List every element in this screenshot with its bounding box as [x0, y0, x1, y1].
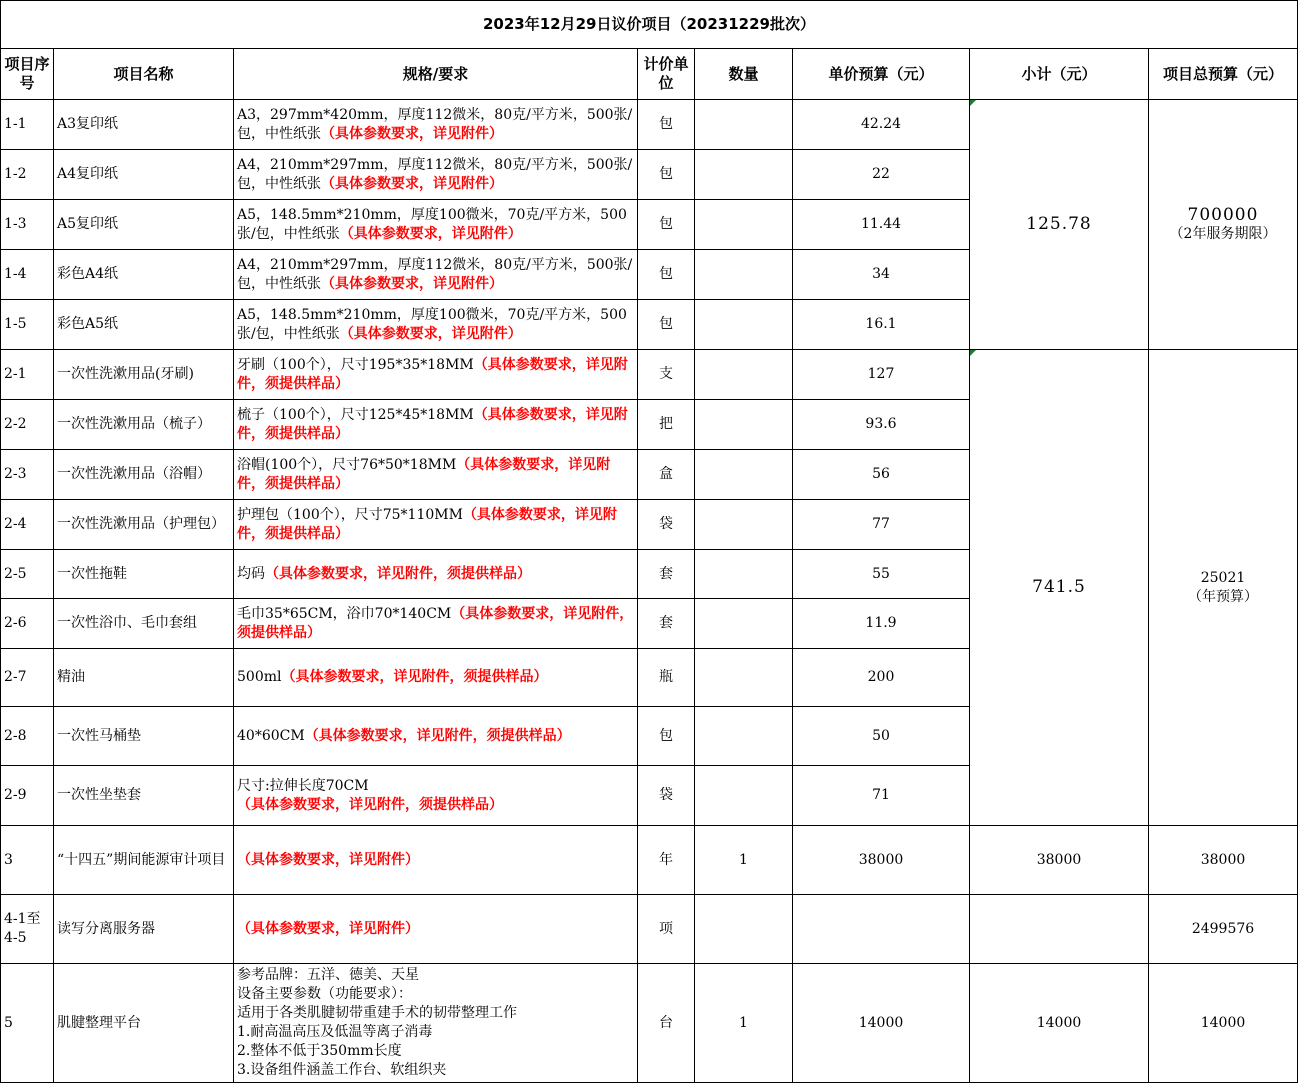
spec-line: 2.整体不低于350mm长度 [237, 1043, 402, 1059]
row-seq: 1-5 [1, 300, 54, 350]
row-seq: 5 [1, 964, 54, 1083]
header-spec: 规格/要求 [234, 49, 638, 100]
row-seq: 4-1至4-5 [1, 895, 54, 964]
row-unit: 把 [638, 400, 695, 450]
row-price: 42.24 [793, 100, 970, 150]
row-unit: 袋 [638, 500, 695, 550]
row-spec [234, 150, 638, 200]
row-name: 一次性浴巾、毛巾套组 [54, 599, 234, 649]
row-price: 22 [793, 150, 970, 200]
group1-total-value: 700000 [1187, 204, 1259, 225]
table-row [1, 826, 1298, 895]
row-price: 11.44 [793, 200, 970, 250]
row-qty [695, 500, 793, 550]
spec-line: 适用于各类肌腱韧带重建手术的韧带整理工作 [237, 1005, 517, 1021]
group1-total [1149, 100, 1298, 350]
header-total: 项目总预算（元） [1149, 49, 1298, 100]
spec-requirement: （具体参数要求，详见附件，须提供样品） [281, 669, 548, 685]
row-seq: 1-1 [1, 100, 54, 150]
row-seq: 2-1 [1, 350, 54, 400]
row-unit: 支 [638, 350, 695, 400]
row-spec [234, 550, 638, 599]
row-unit: 袋 [638, 766, 695, 826]
row-seq: 2-4 [1, 500, 54, 550]
row-name: “十四五”期间能源审计项目 [54, 826, 234, 895]
spec-text: A4，210mm*297mm，厚度112微米，80克/平方米，500张/包，中性纸张 [237, 256, 633, 292]
row-name: 肌腱整理平台 [54, 964, 234, 1083]
spec-text: 尺寸:拉伸长度70CM [237, 777, 369, 794]
row-qty [695, 450, 793, 500]
row-qty [695, 300, 793, 350]
row-name: A3复印纸 [54, 100, 234, 150]
row-seq: 3 [1, 826, 54, 895]
row-spec [234, 250, 638, 300]
row-qty [695, 599, 793, 649]
spec-requirement: （具体参数要求，详见附件） [321, 175, 503, 192]
row-spec [234, 599, 638, 649]
spec-requirement: （具体参数要求，详见附件） [237, 851, 419, 868]
row-total: 2499576 [1149, 895, 1298, 964]
group2-total-note: （年预算） [1188, 588, 1258, 605]
row-total: 38000 [1149, 826, 1298, 895]
row-name: 彩色A4纸 [54, 250, 234, 300]
row-name: 一次性马桶垫 [54, 707, 234, 766]
row-name: A5复印纸 [54, 200, 234, 250]
spec-text: 浴帽(100个），尺寸76*50*18MM [237, 456, 457, 473]
row-price: 200 [793, 649, 970, 707]
group2-total [1149, 350, 1298, 826]
row-unit: 包 [638, 150, 695, 200]
row-price: 71 [793, 766, 970, 826]
spec-text: 梳子（100个），尺寸125*45*18MM [237, 406, 474, 423]
spec-text: 均码 [237, 565, 265, 582]
table-body [1, 100, 1298, 1083]
row-unit: 套 [638, 550, 695, 599]
group1-subtotal: 125.78 [970, 100, 1149, 350]
spec-requirement: （具体参数要求，详见附件，须提供样品） [265, 565, 531, 582]
row-qty [695, 649, 793, 707]
row-price: 34 [793, 250, 970, 300]
row-subtotal: 14000 [970, 964, 1149, 1083]
row-spec [234, 450, 638, 500]
row-price: 16.1 [793, 300, 970, 350]
row-price: 77 [793, 500, 970, 550]
row-seq: 2-6 [1, 599, 54, 649]
row-spec [234, 350, 638, 400]
spec-text: A4，210mm*297mm，厚度112微米，80克/平方米，500张/包，中性纸张 [237, 156, 633, 192]
row-spec [234, 400, 638, 450]
row-qty [695, 895, 793, 964]
spec-requirement: （具体参数要求，详见附件，须提供样品） [237, 506, 617, 542]
sheet-title: 2023年12月29日议价项目（20231229批次） [1, 1, 1298, 49]
row-price: 50 [793, 707, 970, 766]
row-spec [234, 964, 638, 1083]
row-name: 一次性洗漱用品（护理包） [54, 500, 234, 550]
row-name: 一次性拖鞋 [54, 550, 234, 599]
group2-subtotal: 741.5 [970, 350, 1149, 826]
row-subtotal: 38000 [970, 826, 1149, 895]
row-seq: 2-5 [1, 550, 54, 599]
table-row [1, 964, 1298, 1083]
spec-requirement: （具体参数要求，详见附件，须提供样品） [237, 456, 611, 492]
row-spec [234, 500, 638, 550]
spec-requirement: （具体参数要求，详见附件） [237, 920, 419, 937]
row-seq: 1-4 [1, 250, 54, 300]
row-spec [234, 826, 638, 895]
spec-requirement: （具体参数要求，详见附件，须提供样品） [237, 356, 628, 392]
row-price: 38000 [793, 826, 970, 895]
row-qty [695, 100, 793, 150]
row-unit: 包 [638, 200, 695, 250]
row-seq: 2-3 [1, 450, 54, 500]
row-seq: 2-8 [1, 707, 54, 766]
table-row [1, 100, 1298, 150]
row-seq: 2-9 [1, 766, 54, 826]
row-price: 55 [793, 550, 970, 599]
spec-requirement: （具体参数要求，详见附件） [321, 125, 503, 142]
row-seq: 2-2 [1, 400, 54, 450]
row-spec [234, 200, 638, 250]
row-price: 56 [793, 450, 970, 500]
header-qty: 数量 [695, 49, 793, 100]
row-spec [234, 300, 638, 350]
header-price: 单价预算（元） [793, 49, 970, 100]
row-name: 读写分离服务器 [54, 895, 234, 964]
row-unit: 套 [638, 599, 695, 649]
spec-requirement: （具体参数要求，详见附件，须提供样品） [304, 727, 571, 744]
spec-line: 3.设备组件涵盖工作台、软组织夹 [237, 1062, 447, 1078]
row-qty [695, 250, 793, 300]
spec-requirement: （具体参数要求，详见附件，须提供样品） [237, 796, 503, 813]
spec-requirement: （具体参数要求，详见附件） [321, 275, 503, 292]
spec-requirement: （具体参数要求，详见附件，须提供样品） [237, 406, 628, 442]
row-qty [695, 766, 793, 826]
row-price: 127 [793, 350, 970, 400]
row-spec [234, 895, 638, 964]
row-name: 一次性洗漱用品（梳子） [54, 400, 234, 450]
group2-total-value: 25021 [1200, 569, 1246, 586]
row-qty [695, 200, 793, 250]
row-spec [234, 766, 638, 826]
row-qty [695, 150, 793, 200]
row-unit: 瓶 [638, 649, 695, 707]
header-subtotal: 小计（元） [970, 49, 1149, 100]
header-seq: 项目序号 [1, 49, 54, 100]
row-total: 14000 [1149, 964, 1298, 1083]
row-spec [234, 100, 638, 150]
row-name: 彩色A5纸 [54, 300, 234, 350]
table-row [1, 895, 1298, 964]
row-unit: 包 [638, 250, 695, 300]
spec-line: 1.耐高温高压及低温等离子消毒 [237, 1024, 433, 1040]
row-unit: 包 [638, 100, 695, 150]
row-qty [695, 400, 793, 450]
row-unit: 盒 [638, 450, 695, 500]
row-qty [695, 707, 793, 766]
spec-requirement: （具体参数要求，详见附件） [339, 325, 522, 342]
row-price [793, 895, 970, 964]
row-qty [695, 550, 793, 599]
row-name: 一次性洗漱用品(牙刷) [54, 350, 234, 400]
header-name: 项目名称 [54, 49, 234, 100]
row-unit: 包 [638, 300, 695, 350]
spec-text: 护理包（100个），尺寸75*110MM [237, 506, 463, 523]
row-price: 93.6 [793, 400, 970, 450]
row-qty [695, 350, 793, 400]
row-spec [234, 707, 638, 766]
row-qty: 1 [695, 826, 793, 895]
spec-requirement: （具体参数要求，详见附件） [339, 225, 522, 242]
spec-text: A5，148.5mm*210mm，厚度100微米，70克/平方米，500张/包，中性纸张 [237, 206, 627, 242]
row-seq: 1-3 [1, 200, 54, 250]
row-price: 14000 [793, 964, 970, 1083]
group1-total-note: （2年服务期限） [1169, 225, 1277, 242]
header-unit: 计价单位 [638, 49, 695, 100]
row-seq: 2-7 [1, 649, 54, 707]
spec-line: 设备主要参数（功能要求）： [237, 986, 412, 1002]
spec-text: 500ml [237, 669, 282, 685]
spec-text: 毛巾35*65CM，浴巾70*140CM [237, 605, 452, 622]
spec-text: 牙刷（100个），尺寸195*35*18MM [237, 356, 474, 373]
row-spec [234, 649, 638, 707]
row-unit: 台 [638, 964, 695, 1083]
row-name: 精油 [54, 649, 234, 707]
spec-text: A5，148.5mm*210mm，厚度100微米，70克/平方米，500张/包，中性纸张 [237, 306, 627, 342]
row-unit: 年 [638, 826, 695, 895]
row-unit: 包 [638, 707, 695, 766]
row-unit: 项 [638, 895, 695, 964]
row-name: 一次性坐垫套 [54, 766, 234, 826]
row-name: 一次性洗漱用品（浴帽） [54, 450, 234, 500]
spec-requirement: （具体参数要求，详见附件，须提供样品） [237, 605, 634, 641]
row-qty: 1 [695, 964, 793, 1083]
spec-text: 40*60CM [237, 727, 305, 744]
spec-text: A3，297mm*420mm，厚度112微米，80克/平方米，500张/包，中性纸张 [237, 106, 633, 142]
row-subtotal [970, 895, 1149, 964]
row-seq: 1-2 [1, 150, 54, 200]
row-price: 11.9 [793, 599, 970, 649]
spec-line: 参考品牌：五洋、德美、天星 [237, 967, 419, 983]
table-row [1, 350, 1298, 400]
row-name: A4复印纸 [54, 150, 234, 200]
